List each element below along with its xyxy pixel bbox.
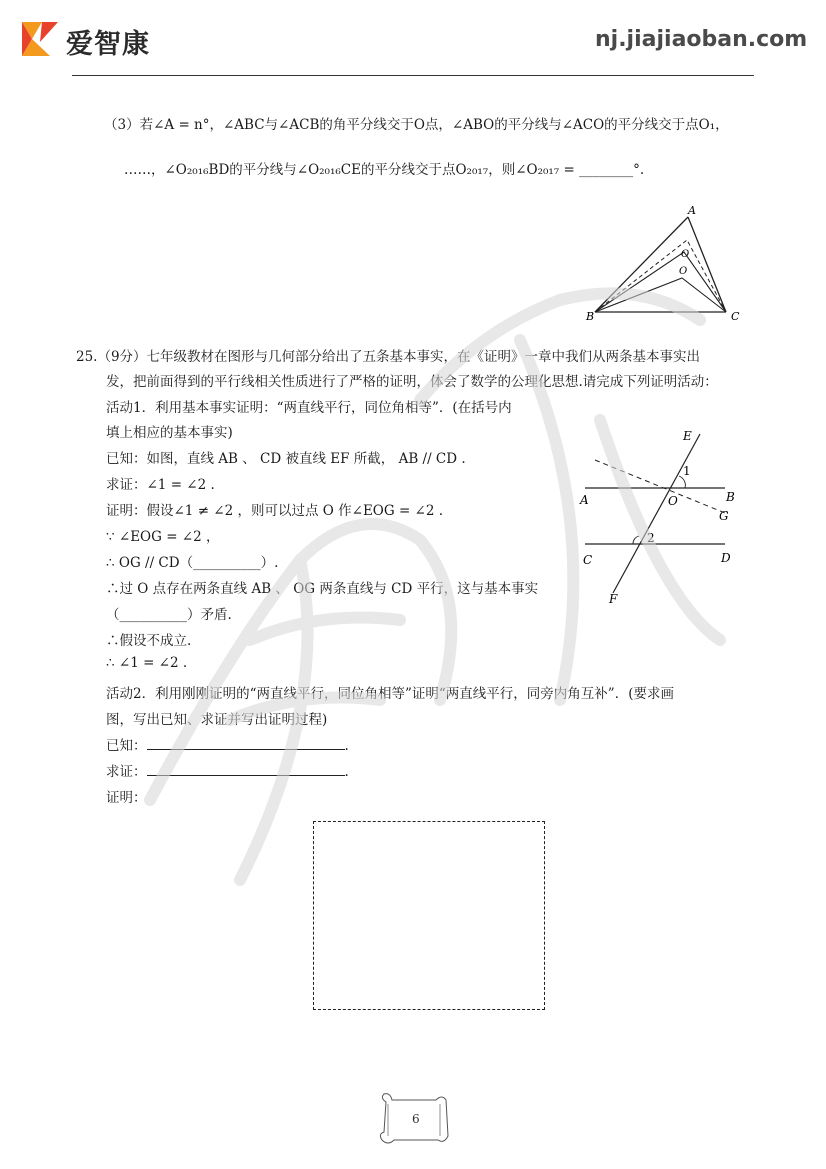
given2-blank[interactable]	[147, 749, 345, 750]
prove2-row: 求证： .	[106, 764, 349, 780]
site-url[interactable]: nj.jiajiaoban.com	[595, 27, 808, 52]
q24-line1: （3）若∠A = n°，∠ABC与∠ACB的角平分线交于O点，∠ABO的平分线与∠ACO的平分线交于点O₁，	[104, 117, 729, 133]
label-E: E	[683, 429, 692, 443]
label-A: A	[688, 204, 696, 217]
given2-row: 已知： .	[106, 738, 349, 754]
label-A2: A	[580, 493, 589, 507]
q25-given: 已知：如图，直线 AB 、 CD 被直线 EF 所截， AB // CD .	[106, 451, 466, 467]
q25-proof-1: 证明：假设∠1 ≠ ∠2 ，则可以过点 O 作∠EOG = ∠2 .	[106, 503, 444, 519]
label-C: C	[731, 310, 740, 323]
brand-logo	[20, 20, 60, 62]
page-number: 6	[412, 1112, 420, 1126]
label-O: O	[679, 266, 688, 277]
prove2-blank[interactable]	[147, 775, 345, 776]
q25-proof-6: ∴假设不成立.	[106, 633, 192, 649]
label-O1: O	[681, 249, 690, 260]
header-divider	[72, 75, 754, 76]
prove2-label: 求证：	[106, 764, 147, 780]
label-C2: C	[583, 553, 593, 567]
q25-intro-1: 25.（9分）七年级教材在图形与几何部分给出了五条基本事实，在《证明》一章中我们从两条基本事实出	[76, 349, 701, 365]
q25-proof-5: （__________）矛盾.	[106, 607, 232, 623]
q24-line2: ……，∠O₂₀₁₆BD的平分线与∠O₂₀₁₆CE的平分线交于点O₂₀₁₇，则∠O₂₀₁₇ = ________°.	[124, 162, 645, 178]
q25-prove: 求证：∠1 = ∠2 .	[106, 477, 215, 493]
q25-proof-3: ∴ OG // CD（__________）.	[106, 555, 279, 571]
q25-proof-2: ∵ ∠EOG = ∠2 ，	[106, 529, 220, 545]
label-G: G	[719, 509, 729, 523]
label-B: B	[586, 310, 595, 323]
given2-label: 已知：	[106, 738, 147, 754]
q25-activity1-1: 活动1．利用基本事实证明：“两直线平行，同位角相等”．(在括号内	[106, 400, 512, 416]
q25-proof-7: ∴ ∠1 = ∠2 .	[106, 655, 188, 671]
parallel-lines-figure	[575, 428, 755, 608]
proof2-label: 证明：	[106, 790, 147, 806]
logo-icon	[20, 20, 60, 58]
label-angle-1: 1	[683, 464, 691, 478]
label-angle-2: 2	[647, 531, 655, 545]
label-F: F	[609, 592, 618, 606]
q25-activity1-2: 填上相应的基本事实)	[106, 425, 233, 441]
brand-name: 爱智康	[66, 29, 150, 60]
q25-intro-2: 发，把前面得到的平行线相关性质进行了严格的证明，体会了数学的公理化思想.请完成下列证明活动：	[106, 374, 718, 390]
label-D: D	[721, 551, 731, 565]
label-O2: O	[668, 494, 678, 508]
answer-drawing-box[interactable]	[313, 821, 545, 1010]
q25-activity2-1: 活动2．利用刚刚证明的“两直线平行，同位角相等”证明“两直线平行，同旁内角互补”．(要求画	[106, 686, 674, 702]
triangle-figure	[580, 200, 750, 325]
label-B2: B	[726, 490, 735, 504]
q25-proof-4: ∴过 O 点存在两条直线 AB 、 OG 两条直线与 CD 平行，这与基本事实	[106, 581, 539, 597]
q25-activity2-2: 图，写出已知、求证并写出证明过程)	[106, 712, 328, 728]
